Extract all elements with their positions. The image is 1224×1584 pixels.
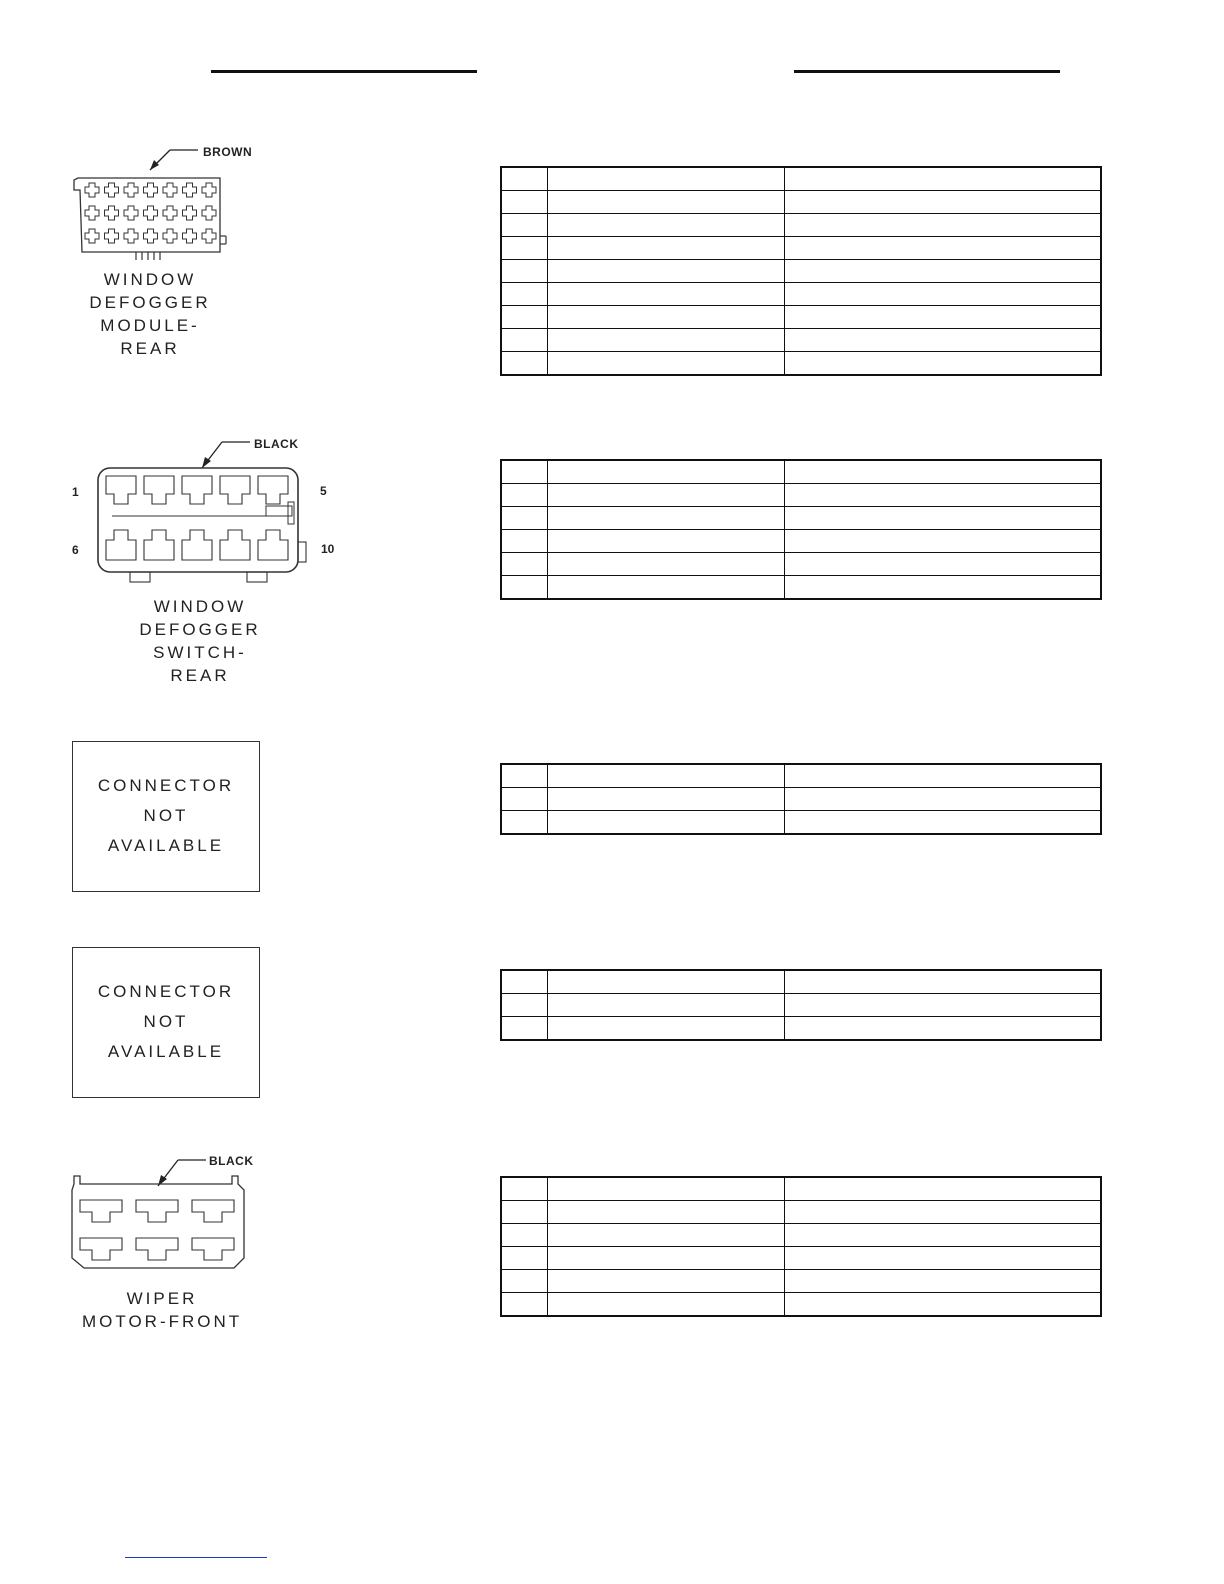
table-row: [501, 576, 1101, 600]
table-cell: [785, 306, 1102, 329]
color-callout-brown: BROWN: [203, 145, 253, 159]
caption-line: WINDOW: [103, 270, 197, 289]
connector-diagram-wiper-motor: [66, 1150, 256, 1275]
caption-line: DEFOGGER: [89, 293, 211, 312]
pin-table-connector-3: [500, 763, 1102, 835]
table-cell: [548, 576, 785, 600]
table-row: [501, 970, 1101, 994]
table-cell: [501, 994, 548, 1017]
table-row: [501, 1201, 1101, 1224]
pin-cavity: [105, 206, 119, 220]
table-cell: [548, 507, 785, 530]
pin-cavity: [144, 530, 174, 560]
pin-cavity: [182, 530, 212, 560]
table-row: [501, 283, 1101, 306]
pin-cavity: [80, 1200, 122, 1222]
table-cell: [785, 1224, 1102, 1247]
table-cell: [501, 484, 548, 507]
table-cell: [548, 191, 785, 214]
pin-cavity: [163, 183, 177, 197]
connector-not-available-box: [72, 947, 260, 1098]
caption-line: SWITCH-: [153, 643, 247, 662]
table-cell: [785, 191, 1102, 214]
table-cell: [548, 994, 785, 1017]
table-cell: [785, 507, 1102, 530]
table-cell: [548, 811, 785, 835]
header-rule-right: [794, 70, 1060, 73]
table-cell: [548, 283, 785, 306]
pin-cavity: [85, 206, 99, 220]
table-cell: [501, 237, 548, 260]
table-cell: [501, 1247, 548, 1270]
table-cell: [785, 167, 1102, 191]
table-row: [501, 994, 1101, 1017]
table-cell: [785, 1293, 1102, 1317]
table-cell: [548, 329, 785, 352]
table-cell: [785, 530, 1102, 553]
table-row: [501, 260, 1101, 283]
pin-cavity: [85, 183, 99, 197]
table-row: [501, 1017, 1101, 1041]
table-cell: [548, 1224, 785, 1247]
table-row: [501, 329, 1101, 352]
table-row: [501, 553, 1101, 576]
table-cell: [501, 1017, 548, 1041]
table-cell: [785, 553, 1102, 576]
table-cell: [501, 1270, 548, 1293]
table-cell: [548, 237, 785, 260]
table-row: [501, 191, 1101, 214]
table-cell: [501, 1201, 548, 1224]
pin-cavity: [144, 206, 158, 220]
pin-cavity: [106, 530, 136, 560]
pin-cavity: [144, 229, 158, 243]
table-cell: [501, 1177, 548, 1201]
table-cell: [501, 576, 548, 600]
pin-cavity: [124, 183, 138, 197]
pin-cavity: [258, 530, 288, 560]
table-cell: [785, 1177, 1102, 1201]
table-cell: [785, 1201, 1102, 1224]
table-row: [501, 530, 1101, 553]
table-cell: [501, 191, 548, 214]
table-cell: [501, 214, 548, 237]
table-cell: [548, 167, 785, 191]
table-cell: [501, 530, 548, 553]
table-cell: [548, 1270, 785, 1293]
pin-cavity: [136, 1238, 178, 1260]
pin-cavity: [144, 476, 174, 504]
pin-cavity: [182, 476, 212, 504]
pin-cavity: [202, 229, 216, 243]
connector-caption: [70, 268, 230, 360]
caption-line: REAR: [170, 666, 230, 685]
table-cell: [785, 460, 1102, 484]
table-cell: [501, 260, 548, 283]
pin-number-label: 1: [72, 485, 79, 499]
color-callout-black: BLACK: [209, 1154, 254, 1168]
pin-cavity: [105, 183, 119, 197]
table-cell: [785, 811, 1102, 835]
pin-number-label: 6: [72, 543, 79, 557]
pin-table-defogger-switch: [500, 459, 1102, 600]
table-row: [501, 507, 1101, 530]
caption-line: MODULE-: [100, 316, 200, 335]
table-cell: [501, 306, 548, 329]
table-cell: [548, 214, 785, 237]
pin-cavity: [163, 229, 177, 243]
caption-line: WINDOW: [153, 597, 247, 616]
table-cell: [501, 764, 548, 788]
table-cell: [785, 788, 1102, 811]
table-row: [501, 237, 1101, 260]
table-cell: [785, 764, 1102, 788]
pin-number-label: 5: [320, 484, 327, 498]
table-cell: [785, 1270, 1102, 1293]
table-cell: [548, 530, 785, 553]
table-cell: [548, 260, 785, 283]
pin-cavity: [124, 206, 138, 220]
connector-diagram-defogger-switch: [90, 430, 340, 590]
pin-cavity: [183, 183, 197, 197]
table-cell: [785, 994, 1102, 1017]
table-row: [501, 1224, 1101, 1247]
connector-caption: [82, 1287, 242, 1333]
pin-table-defogger-module: [500, 166, 1102, 376]
table-cell: [548, 553, 785, 576]
table-cell: [548, 1177, 785, 1201]
placeholder-line: CONNECTOR: [97, 982, 235, 1001]
table-cell: [548, 1201, 785, 1224]
table-cell: [501, 970, 548, 994]
pin-cavity: [192, 1200, 234, 1222]
pin-cavity: [220, 530, 250, 560]
connector-not-available-box: [72, 741, 260, 892]
footer-link-underline[interactable]: [125, 1557, 267, 1558]
table-row: [501, 167, 1101, 191]
table-cell: [548, 1293, 785, 1317]
table-cell: [548, 460, 785, 484]
caption-line: REAR: [120, 339, 180, 358]
placeholder-line: AVAILABLE: [107, 836, 225, 855]
caption-line: DEFOGGER: [139, 620, 261, 639]
connector-caption: [120, 595, 280, 687]
pin-cavity: [258, 476, 288, 504]
pin-table-connector-4: [500, 969, 1102, 1041]
pin-cavity: [163, 206, 177, 220]
table-cell: [501, 788, 548, 811]
table-row: [501, 788, 1101, 811]
table-cell: [785, 1017, 1102, 1041]
pin-cavity: [80, 1238, 122, 1260]
table-row: [501, 1247, 1101, 1270]
table-cell: [501, 553, 548, 576]
table-cell: [548, 1247, 785, 1270]
placeholder-line: NOT: [143, 806, 189, 825]
pin-cavity: [183, 229, 197, 243]
table-cell: [548, 764, 785, 788]
placeholder-line: AVAILABLE: [107, 1042, 225, 1061]
table-row: [501, 1270, 1101, 1293]
table-cell: [501, 352, 548, 376]
table-cell: [785, 329, 1102, 352]
table-cell: [548, 352, 785, 376]
table-cell: [501, 1293, 548, 1317]
table-cell: [785, 214, 1102, 237]
pin-cavity: [192, 1238, 234, 1260]
table-cell: [501, 1224, 548, 1247]
table-row: [501, 484, 1101, 507]
caption-line: WIPER: [126, 1289, 198, 1308]
pin-cavity: [106, 476, 136, 504]
table-cell: [548, 306, 785, 329]
pin-cavity: [202, 206, 216, 220]
table-cell: [501, 507, 548, 530]
pin-cavity: [85, 229, 99, 243]
table-row: [501, 352, 1101, 376]
table-cell: [785, 484, 1102, 507]
pin-cavity: [183, 206, 197, 220]
placeholder-line: CONNECTOR: [97, 776, 235, 795]
pin-cavity: [202, 183, 216, 197]
table-cell: [501, 283, 548, 306]
table-row: [501, 1293, 1101, 1317]
table-cell: [785, 1247, 1102, 1270]
table-cell: [501, 167, 548, 191]
table-row: [501, 811, 1101, 835]
table-cell: [785, 970, 1102, 994]
table-cell: [501, 329, 548, 352]
table-cell: [548, 788, 785, 811]
pin-number-label: 10: [321, 542, 335, 556]
table-cell: [501, 811, 548, 835]
table-cell: [785, 576, 1102, 600]
placeholder-line: NOT: [143, 1012, 189, 1031]
table-cell: [548, 1017, 785, 1041]
pin-cavity: [220, 476, 250, 504]
header-rule-left: [211, 70, 477, 73]
pin-cavity: [136, 1200, 178, 1222]
table-cell: [548, 970, 785, 994]
table-row: [501, 214, 1101, 237]
pin-cavity: [124, 229, 138, 243]
caption-line: MOTOR-FRONT: [82, 1312, 243, 1331]
pin-table-wiper-motor: [500, 1176, 1102, 1317]
table-cell: [501, 460, 548, 484]
table-row: [501, 460, 1101, 484]
table-row: [501, 1177, 1101, 1201]
table-cell: [785, 260, 1102, 283]
table-row: [501, 306, 1101, 329]
table-cell: [785, 283, 1102, 306]
table-row: [501, 764, 1101, 788]
color-callout-black: BLACK: [254, 437, 299, 451]
table-cell: [785, 352, 1102, 376]
pin-cavity: [105, 229, 119, 243]
table-cell: [548, 484, 785, 507]
pin-cavity: [144, 183, 158, 197]
table-cell: [785, 237, 1102, 260]
